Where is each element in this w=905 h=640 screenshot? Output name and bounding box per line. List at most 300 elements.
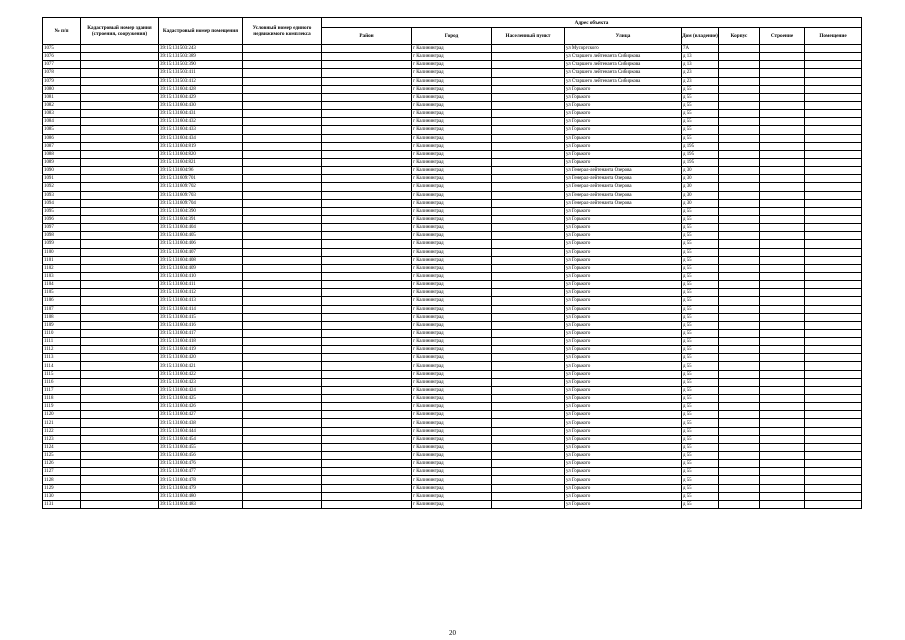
cell-street: ул Горького — [565, 411, 682, 419]
cell-room — [805, 346, 862, 354]
cell-locality — [492, 142, 565, 150]
cell-house: д 55 — [682, 354, 719, 362]
cell-house: д 55 — [682, 101, 719, 109]
cell-building — [760, 346, 805, 354]
cell-building-cadastral — [81, 395, 159, 403]
cell-house: д 55 — [682, 215, 719, 223]
cell-house: д 55 — [682, 134, 719, 142]
cell-building — [760, 240, 805, 248]
cell-locality — [492, 329, 565, 337]
cell-room — [805, 362, 862, 370]
cell-district — [322, 207, 412, 215]
cell-city: г Калининград — [412, 167, 492, 175]
cell-room — [805, 305, 862, 313]
cell-street: ул Горького — [565, 289, 682, 297]
cell-city: г Калининград — [412, 232, 492, 240]
cell-room — [805, 484, 862, 492]
cell-city: г Калининград — [412, 272, 492, 280]
cell-house: д 55 — [682, 232, 719, 240]
cell-corpus — [719, 110, 760, 118]
cell-building-cadastral — [81, 215, 159, 223]
cell-street: ул Горького — [565, 126, 682, 134]
cell-building — [760, 443, 805, 451]
cell-corpus — [719, 224, 760, 232]
cell-corpus — [719, 370, 760, 378]
cell-locality — [492, 167, 565, 175]
cell-room-cadastral: 39:15:131604:409 — [159, 264, 243, 272]
cell-complex-number — [243, 346, 322, 354]
cell-district — [322, 93, 412, 101]
cell-complex-number — [243, 93, 322, 101]
cell-room-cadastral: 39:15:131604:416 — [159, 321, 243, 329]
table-row — [43, 77, 862, 85]
cell-complex-number — [243, 167, 322, 175]
cell-complex-number — [243, 240, 322, 248]
cell-room — [805, 492, 862, 500]
cell-corpus — [719, 484, 760, 492]
cell-house: д 195 — [682, 150, 719, 158]
cell-building — [760, 354, 805, 362]
cell-complex-number — [243, 386, 322, 394]
cell-room-cadastral: 39:15:131609:704 — [159, 199, 243, 207]
cell-city: г Калининград — [412, 142, 492, 150]
cell-corpus — [719, 61, 760, 69]
cell-city: г Калининград — [412, 492, 492, 500]
table-row — [43, 411, 862, 419]
cell-room — [805, 313, 862, 321]
cell-street: ул Горького — [565, 142, 682, 150]
cell-corpus — [719, 183, 760, 191]
cell-building-cadastral — [81, 134, 159, 142]
cell-number: 1131 — [43, 500, 81, 508]
cell-district — [322, 313, 412, 321]
cell-house: д 30 — [682, 199, 719, 207]
cell-building-cadastral — [81, 232, 159, 240]
cell-building-cadastral — [81, 452, 159, 460]
cell-city: г Калининград — [412, 427, 492, 435]
cell-building-cadastral — [81, 419, 159, 427]
table-row — [43, 199, 862, 207]
cell-room — [805, 93, 862, 101]
cell-district — [322, 240, 412, 248]
cell-house: д 55 — [682, 435, 719, 443]
cell-building — [760, 93, 805, 101]
cell-corpus — [719, 207, 760, 215]
table-row — [43, 321, 862, 329]
cell-building — [760, 476, 805, 484]
cell-room — [805, 378, 862, 386]
cell-city: г Калининград — [412, 240, 492, 248]
cell-house: д 23 — [682, 69, 719, 77]
cell-building — [760, 370, 805, 378]
cell-building — [760, 403, 805, 411]
cell-corpus — [719, 272, 760, 280]
cell-locality — [492, 460, 565, 468]
cell-house: д 55 — [682, 85, 719, 93]
cell-district — [322, 53, 412, 61]
table-row — [43, 69, 862, 77]
cell-locality — [492, 476, 565, 484]
cell-number: 1109 — [43, 321, 81, 329]
cell-number: 1107 — [43, 305, 81, 313]
cell-house: д 55 — [682, 110, 719, 118]
cell-house: д 55 — [682, 281, 719, 289]
cell-house: д 55 — [682, 452, 719, 460]
cell-building — [760, 500, 805, 508]
cell-city: г Калининград — [412, 395, 492, 403]
cell-room — [805, 427, 862, 435]
cell-complex-number — [243, 492, 322, 500]
cell-house: д 30 — [682, 183, 719, 191]
cell-district — [322, 329, 412, 337]
cell-room — [805, 443, 862, 451]
cell-number: 1077 — [43, 61, 81, 69]
cell-building-cadastral — [81, 500, 159, 508]
cell-room-cadastral: 39:15:131503:390 — [159, 61, 243, 69]
cell-street: ул Горького — [565, 476, 682, 484]
cell-building — [760, 191, 805, 199]
cell-locality — [492, 289, 565, 297]
cell-complex-number — [243, 175, 322, 183]
table-row — [43, 460, 862, 468]
cell-building — [760, 150, 805, 158]
cell-number: 1101 — [43, 256, 81, 264]
cell-room-cadastral: 39:15:131604:431 — [159, 110, 243, 118]
table-row — [43, 93, 862, 101]
cell-city: г Калининград — [412, 207, 492, 215]
cell-corpus — [719, 492, 760, 500]
header-address-group: Адрес объекта — [322, 18, 862, 28]
cell-complex-number — [243, 476, 322, 484]
cell-house: д 30 — [682, 191, 719, 199]
cell-house: д 30 — [682, 175, 719, 183]
cell-house: д 55 — [682, 264, 719, 272]
cell-district — [322, 142, 412, 150]
cell-building-cadastral — [81, 403, 159, 411]
cell-building — [760, 419, 805, 427]
cell-locality — [492, 256, 565, 264]
cell-district — [322, 500, 412, 508]
cell-room — [805, 370, 862, 378]
cell-district — [322, 167, 412, 175]
header-complex-number: Условный номер единого недвижимого комплекса — [243, 18, 322, 45]
cell-corpus — [719, 460, 760, 468]
cell-room — [805, 289, 862, 297]
cell-room — [805, 386, 862, 394]
cell-room-cadastral: 39:15:131604:428 — [159, 85, 243, 93]
cell-street: ул Мусоргского — [565, 45, 682, 53]
cell-street: ул Старшего лейтенанта Сибиркова — [565, 53, 682, 61]
cell-complex-number — [243, 321, 322, 329]
cell-house: д 55 — [682, 460, 719, 468]
cell-number: 1087 — [43, 142, 81, 150]
table-row — [43, 167, 862, 175]
cell-district — [322, 256, 412, 264]
header-district: Район — [322, 28, 412, 45]
table-row — [43, 378, 862, 386]
cell-room — [805, 248, 862, 256]
cell-city: г Калининград — [412, 443, 492, 451]
cell-street: ул Горького — [565, 215, 682, 223]
table-row — [43, 142, 862, 150]
cell-corpus — [719, 386, 760, 394]
cell-complex-number — [243, 248, 322, 256]
cell-building — [760, 158, 805, 166]
cell-city: г Калининград — [412, 484, 492, 492]
cell-room — [805, 476, 862, 484]
cell-corpus — [719, 167, 760, 175]
cell-city: г Калининград — [412, 264, 492, 272]
cell-building-cadastral — [81, 492, 159, 500]
cell-city: г Калининград — [412, 175, 492, 183]
cell-corpus — [719, 142, 760, 150]
property-register-table — [42, 17, 862, 509]
cell-city: г Калининград — [412, 248, 492, 256]
header-locality: Населенный пункт — [492, 28, 565, 45]
cell-street: ул Горького — [565, 101, 682, 109]
cell-room-cadastral: 39:15:131604:432 — [159, 118, 243, 126]
cell-locality — [492, 118, 565, 126]
cell-locality — [492, 215, 565, 223]
table-row — [43, 338, 862, 346]
cell-corpus — [719, 321, 760, 329]
cell-district — [322, 403, 412, 411]
cell-building — [760, 484, 805, 492]
cell-corpus — [719, 191, 760, 199]
cell-house: д 195 — [682, 142, 719, 150]
cell-complex-number — [243, 191, 322, 199]
cell-district — [322, 338, 412, 346]
cell-complex-number — [243, 61, 322, 69]
cell-room-cadastral: 39:15:131604:427 — [159, 411, 243, 419]
cell-locality — [492, 101, 565, 109]
cell-street: ул Генерал-лейтенанта Озерова — [565, 191, 682, 199]
document-sheet — [42, 17, 862, 509]
cell-district — [322, 386, 412, 394]
cell-corpus — [719, 289, 760, 297]
cell-city: г Калининград — [412, 118, 492, 126]
cell-building-cadastral — [81, 191, 159, 199]
cell-complex-number — [243, 281, 322, 289]
cell-number: 1093 — [43, 191, 81, 199]
cell-street: ул Горького — [565, 403, 682, 411]
cell-room-cadastral: 39:15:131604:408 — [159, 256, 243, 264]
cell-house: д 13 — [682, 61, 719, 69]
table-row — [43, 354, 862, 362]
cell-complex-number — [243, 297, 322, 305]
cell-corpus — [719, 354, 760, 362]
cell-building-cadastral — [81, 69, 159, 77]
cell-building — [760, 110, 805, 118]
cell-building — [760, 395, 805, 403]
cell-locality — [492, 248, 565, 256]
cell-number: 1075 — [43, 45, 81, 53]
cell-room-cadastral: 39:15:131604:415 — [159, 313, 243, 321]
cell-corpus — [719, 346, 760, 354]
cell-number: 1076 — [43, 53, 81, 61]
cell-complex-number — [243, 435, 322, 443]
cell-complex-number — [243, 468, 322, 476]
cell-building — [760, 386, 805, 394]
cell-locality — [492, 175, 565, 183]
cell-corpus — [719, 175, 760, 183]
cell-district — [322, 101, 412, 109]
cell-complex-number — [243, 77, 322, 85]
cell-building — [760, 248, 805, 256]
cell-district — [322, 158, 412, 166]
cell-number: 1081 — [43, 93, 81, 101]
cell-corpus — [719, 476, 760, 484]
cell-district — [322, 77, 412, 85]
table-row — [43, 61, 862, 69]
table-header — [43, 18, 862, 45]
cell-district — [322, 476, 412, 484]
cell-city: г Калининград — [412, 61, 492, 69]
cell-street: ул Горького — [565, 435, 682, 443]
cell-locality — [492, 134, 565, 142]
cell-district — [322, 61, 412, 69]
cell-room-cadastral: 39:15:131604:423 — [159, 378, 243, 386]
cell-street: ул Генерал-лейтенанта Озерова — [565, 175, 682, 183]
table-row — [43, 264, 862, 272]
cell-city: г Калининград — [412, 215, 492, 223]
cell-house: 7А — [682, 45, 719, 53]
cell-city: г Калининград — [412, 183, 492, 191]
header-corpus: Корпус — [719, 28, 760, 45]
cell-district — [322, 215, 412, 223]
cell-locality — [492, 45, 565, 53]
cell-number: 1100 — [43, 248, 81, 256]
cell-city: г Калининград — [412, 305, 492, 313]
cell-building-cadastral — [81, 272, 159, 280]
cell-room — [805, 110, 862, 118]
header-city: Город — [412, 28, 492, 45]
cell-room-cadastral: 39:15:131604:438 — [159, 419, 243, 427]
cell-street: ул Горького — [565, 150, 682, 158]
cell-street: ул Генерал-лейтенанта Озерова — [565, 167, 682, 175]
cell-room — [805, 191, 862, 199]
cell-number: 1123 — [43, 435, 81, 443]
cell-city: г Калининград — [412, 256, 492, 264]
cell-complex-number — [243, 354, 322, 362]
cell-street: ул Горького — [565, 313, 682, 321]
cell-locality — [492, 395, 565, 403]
cell-city: г Калининград — [412, 53, 492, 61]
cell-building — [760, 183, 805, 191]
cell-house: д 55 — [682, 484, 719, 492]
cell-corpus — [719, 118, 760, 126]
cell-locality — [492, 370, 565, 378]
cell-street: ул Горького — [565, 110, 682, 118]
cell-corpus — [719, 215, 760, 223]
table-row — [43, 346, 862, 354]
cell-complex-number — [243, 69, 322, 77]
cell-city: г Калининград — [412, 313, 492, 321]
cell-building — [760, 199, 805, 207]
cell-house: д 55 — [682, 224, 719, 232]
cell-building — [760, 126, 805, 134]
cell-house: д 55 — [682, 468, 719, 476]
cell-street: ул Горького — [565, 500, 682, 508]
cell-building-cadastral — [81, 427, 159, 435]
cell-locality — [492, 411, 565, 419]
cell-room — [805, 101, 862, 109]
cell-locality — [492, 321, 565, 329]
cell-locality — [492, 452, 565, 460]
cell-room — [805, 207, 862, 215]
cell-building-cadastral — [81, 167, 159, 175]
cell-number: 1080 — [43, 85, 81, 93]
cell-room-cadastral: 39:15:131604:417 — [159, 329, 243, 337]
cell-district — [322, 297, 412, 305]
cell-corpus — [719, 45, 760, 53]
cell-street: ул Горького — [565, 378, 682, 386]
cell-room — [805, 435, 862, 443]
cell-room — [805, 460, 862, 468]
table-row — [43, 110, 862, 118]
cell-locality — [492, 264, 565, 272]
cell-city: г Калининград — [412, 354, 492, 362]
cell-corpus — [719, 101, 760, 109]
cell-complex-number — [243, 395, 322, 403]
cell-number: 1095 — [43, 207, 81, 215]
cell-number: 1119 — [43, 403, 81, 411]
cell-building-cadastral — [81, 443, 159, 451]
header-street: Улица — [565, 28, 682, 45]
cell-room — [805, 411, 862, 419]
cell-number: 1129 — [43, 484, 81, 492]
cell-locality — [492, 224, 565, 232]
cell-corpus — [719, 443, 760, 451]
cell-house: д 55 — [682, 256, 719, 264]
table-row — [43, 281, 862, 289]
table-row — [43, 191, 862, 199]
cell-city: г Калининград — [412, 199, 492, 207]
table-row — [43, 443, 862, 451]
cell-number: 1110 — [43, 329, 81, 337]
table-row — [43, 403, 862, 411]
table-row — [43, 101, 862, 109]
cell-building-cadastral — [81, 313, 159, 321]
cell-room — [805, 167, 862, 175]
cell-street: ул Генерал-лейтенанта Озерова — [565, 183, 682, 191]
cell-room — [805, 61, 862, 69]
cell-complex-number — [243, 370, 322, 378]
cell-house: д 55 — [682, 305, 719, 313]
cell-house: д 55 — [682, 411, 719, 419]
header-building-cadastral: Кадастровый номер здания (строения, сооружения) — [81, 18, 159, 45]
cell-district — [322, 395, 412, 403]
cell-locality — [492, 468, 565, 476]
cell-building-cadastral — [81, 329, 159, 337]
cell-building-cadastral — [81, 346, 159, 354]
cell-locality — [492, 427, 565, 435]
table-row — [43, 45, 862, 53]
cell-building — [760, 452, 805, 460]
cell-room — [805, 85, 862, 93]
cell-city: г Калининград — [412, 45, 492, 53]
cell-house: д 55 — [682, 403, 719, 411]
cell-district — [322, 281, 412, 289]
cell-building — [760, 256, 805, 264]
cell-room-cadastral: 39:15:131609:703 — [159, 191, 243, 199]
cell-building-cadastral — [81, 435, 159, 443]
table-row — [43, 118, 862, 126]
cell-building — [760, 45, 805, 53]
cell-room — [805, 77, 862, 85]
cell-complex-number — [243, 53, 322, 61]
cell-building — [760, 69, 805, 77]
